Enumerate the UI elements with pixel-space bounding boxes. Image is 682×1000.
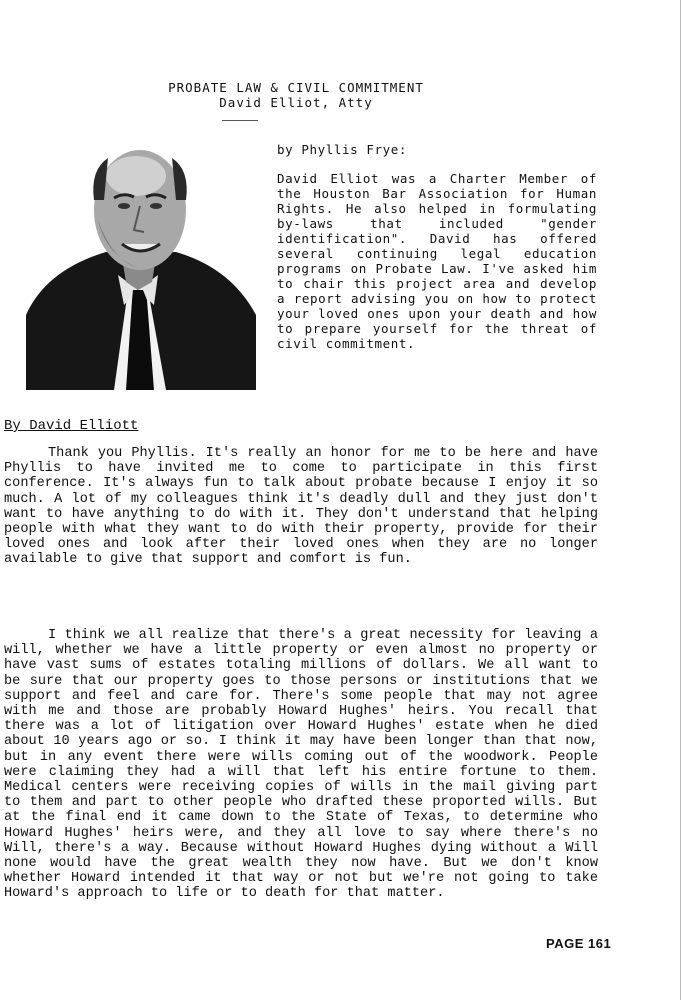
article-title: PROBATE LAW & CIVIL COMMITMENT bbox=[168, 80, 424, 95]
page-number: PAGE 161 bbox=[546, 936, 612, 951]
author-bio: David Elliot was a Charter Member of the Houston Bar Association for Human Rights. He also helped in formulating by-laws that included "gender identification". David has offered several continuing legal education programs on Probate Law. I've asked him to chair this project area and develop a report advising you on how to protect your loved ones upon your death and how to prepare yourself for the threat of civil commitment. bbox=[277, 171, 597, 351]
portrait-photo-icon bbox=[26, 140, 256, 390]
byline: by Phyllis Frye: bbox=[277, 142, 408, 157]
body-paragraph: I think we all realize that there's a great necessity for leaving a will, whether we have a little property or even almost no property or have vast sums of estates totaling millions of dollars. We all want to be sure that our property goes to those persons or institutions that we support and feel and care for. There's some people that may not agree with me and those are probably Howard Hughes' heirs. You recall that there was a lot of litigation over Howard Hughes' estate when he died about 10 years ago or so. I think it may have been longer than that now, but in any event there were wills coming out of the woodwork. People were claiming they had a will that left his entire fortune to them. Medical centers were receiving copies of wills in the mail giving part to them and part to other people who drafted these proported wills. But at the final end it came down to the State of Texas, to determine who Howard Hughes' heirs were, and they all love to say where there's no Will, there's a way. Because without Howard Hughes dying without a Will none would have the great wealth they now have. But we don't know whether Howard intended it that way or not but we're not going to take Howard's approach to life or to death for that matter. bbox=[4, 628, 598, 902]
scan-edge-line bbox=[680, 0, 681, 1000]
section-heading: By David Elliott bbox=[4, 418, 139, 434]
portrait-photo bbox=[26, 140, 256, 390]
article-author: David Elliot, Atty bbox=[219, 95, 373, 110]
title-rule bbox=[222, 120, 258, 121]
body-paragraph: Thank you Phyllis. It's really an honor for me to be here and have Phyllis to have invited me to come to participate in this first conference. It's always fun to talk about probate because I enjoy it so much. A lot of my colleagues think it's deadly dull and they just don't want to have anything to do with it. They don't understand that helping people with what they want to do with their property, provide for their loved ones and look after their loved ones when they are no longer available to give that support and comfort is fun. bbox=[4, 446, 598, 568]
